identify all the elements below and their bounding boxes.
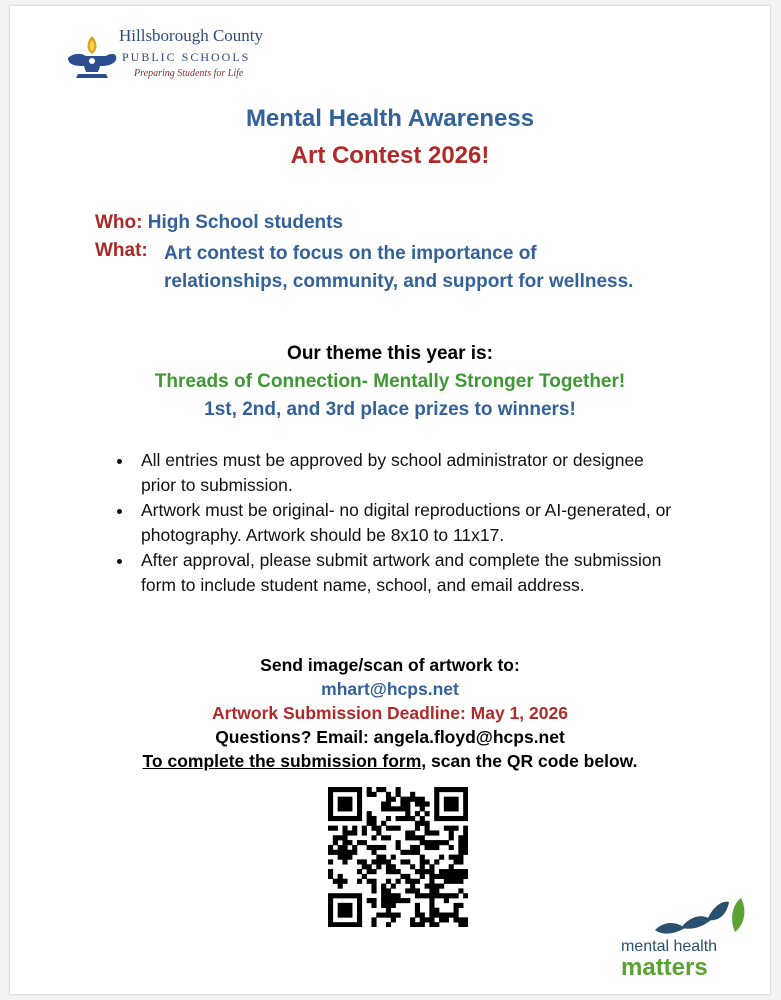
what-text: Art contest to focus on the importance of relationships, community, and support for wellness. xyxy=(164,243,634,292)
list-item xyxy=(114,498,674,548)
title-line-1: Mental Health Awareness xyxy=(245,105,535,132)
who-label: Who: xyxy=(95,212,143,233)
submission-form-link[interactable]: To complete the submission form xyxy=(142,751,422,771)
who-text: High School students xyxy=(147,212,344,233)
what-label: What: xyxy=(95,240,148,261)
questions-text: Questions? Email: angela.floyd@hcps.net xyxy=(215,727,565,747)
lamp-of-learning-icon xyxy=(62,28,122,88)
rules-list xyxy=(114,448,674,598)
submission-instructions xyxy=(10,751,770,772)
prizes-line: 1st, 2nd, and 3rd place prizes to winners! xyxy=(204,399,576,420)
what-row xyxy=(95,240,655,292)
list-item xyxy=(114,548,674,598)
deadline-text: Artwork Submission Deadline: May 1, 2026 xyxy=(212,703,568,723)
bullet-icon xyxy=(117,509,122,514)
theme-intro: Our theme this year is: xyxy=(287,343,493,364)
list-item xyxy=(114,448,674,498)
bullet-icon xyxy=(117,559,122,564)
rule-text: All entries must be approved by school administrator or designee prior to submission. xyxy=(141,450,644,495)
brand-line-1: mental health xyxy=(621,938,718,955)
mental-health-matters-logo xyxy=(621,894,751,984)
flyer-page xyxy=(10,6,770,994)
who-row xyxy=(95,212,343,234)
leaves-icon xyxy=(651,894,751,938)
rule-text: After approval, please submit artwork and complete the submission form to include student name, school, and email address. xyxy=(141,550,662,595)
rule-text: Artwork must be original- no digital reproductions or AI-generated, or photography. Artwork should be 8x10 to 11x17. xyxy=(141,500,672,545)
submission-form-rest: , scan the QR code below. xyxy=(421,751,638,771)
brand-line-2: matters xyxy=(621,954,708,981)
submission-email-link[interactable]: mhart@hcps.net xyxy=(321,679,459,699)
org-name: Hillsborough County xyxy=(119,26,264,45)
theme-name: Threads of Connection- Mentally Stronger Together! xyxy=(154,371,626,392)
qr-code[interactable] xyxy=(328,787,468,927)
org-sub: PUBLIC SCHOOLS xyxy=(122,50,251,64)
district-logo xyxy=(62,28,282,90)
bullet-icon xyxy=(117,459,122,464)
org-tagline: Preparing Students for Life xyxy=(134,68,244,79)
send-label: Send image/scan of artwork to: xyxy=(260,655,520,675)
title-line-2: Art Contest 2026! xyxy=(290,142,490,169)
